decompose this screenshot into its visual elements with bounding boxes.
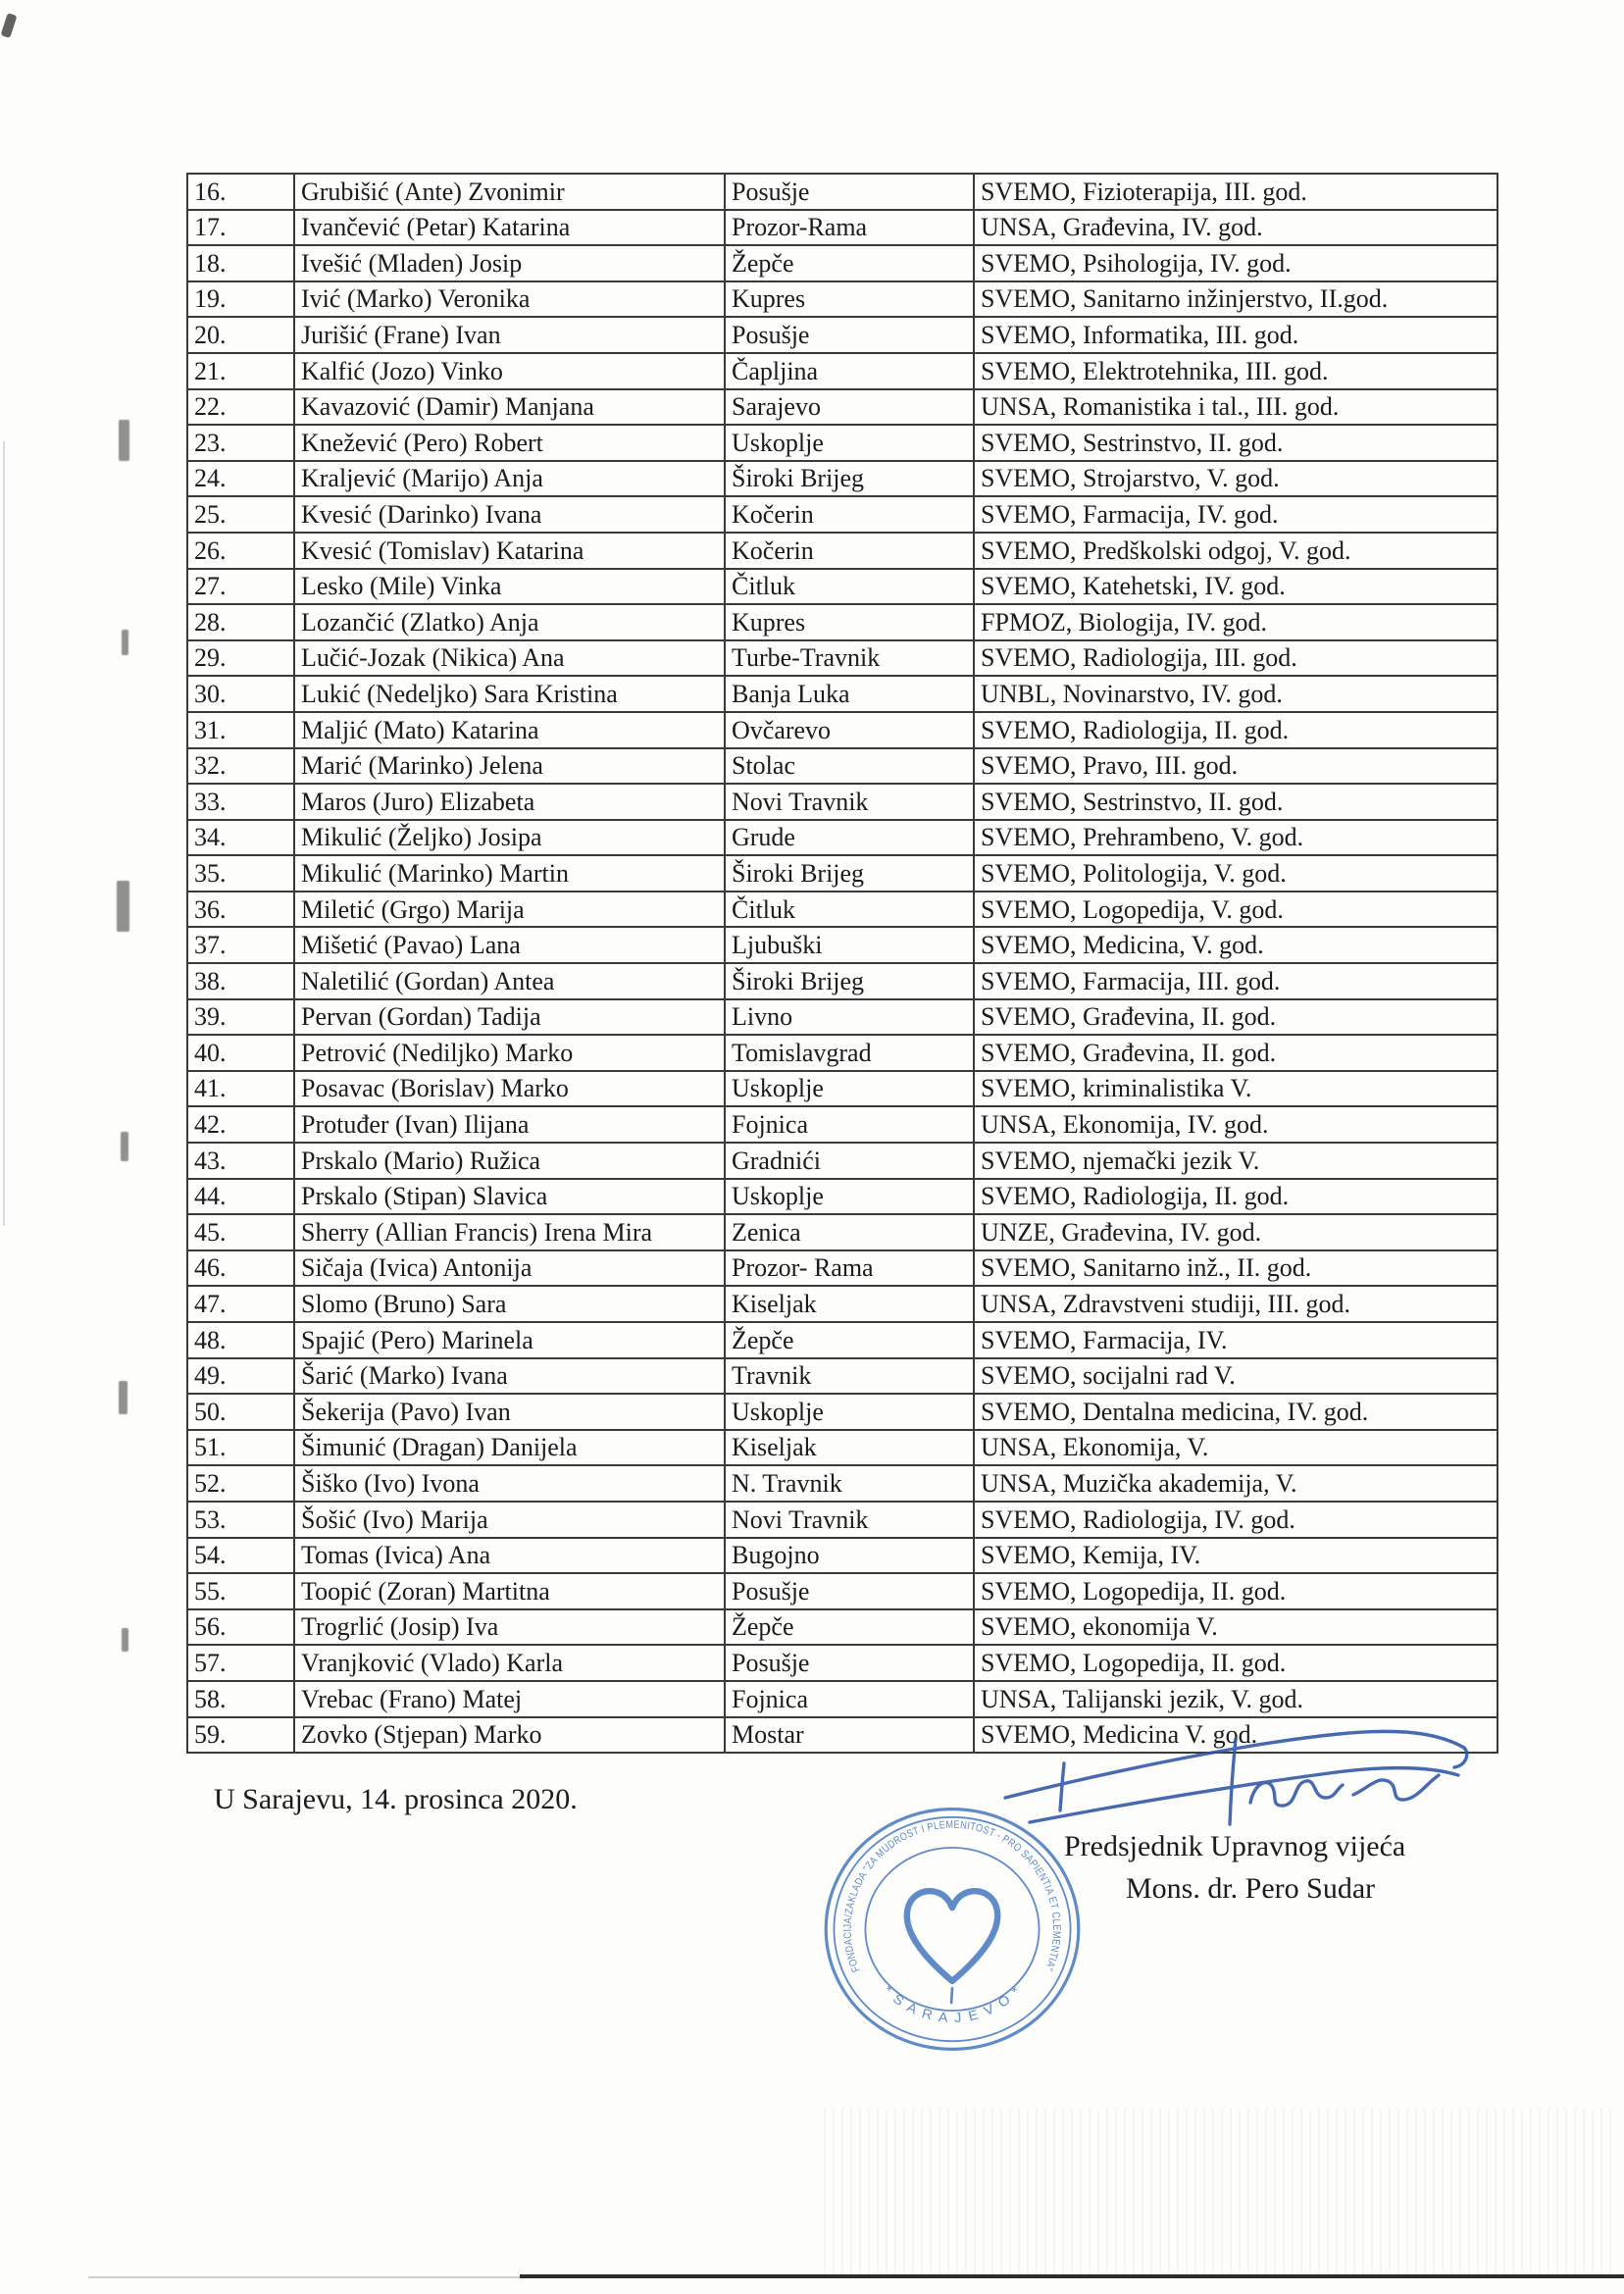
student-name: Zovko (Stjepan) Marko: [294, 1717, 725, 1754]
row-number: 28.: [187, 604, 294, 640]
institution-study: SVEMO, Farmacija, IV.: [974, 1322, 1497, 1358]
table-row: [187, 210, 1497, 246]
student-name: Trogrlić (Josip) Iva: [294, 1609, 725, 1646]
institution-study: UNZE, Građevina, IV. god.: [974, 1214, 1497, 1250]
student-name: Maros (Juro) Elizabeta: [294, 784, 725, 820]
place-of-origin: Uskoplje: [725, 1071, 974, 1107]
row-number: 33.: [187, 784, 294, 820]
stamp-ring-text: FONDACIJA/ZAKLADA "ZA MUDROST I PLEMENITOST - PRO SAPIENTIA ET CLEMENTIA": [841, 1818, 1063, 1974]
student-name: Knežević (Pero) Robert: [294, 425, 725, 461]
table-row: [187, 174, 1497, 210]
signer-name: Mons. dr. Pero Sudar: [1126, 1872, 1376, 1905]
student-name: Tomas (Ivica) Ana: [294, 1538, 725, 1574]
place-of-origin: Široki Brijeg: [725, 855, 974, 892]
row-number: 19.: [187, 281, 294, 318]
student-name: Lozančić (Zlatko) Anja: [294, 604, 725, 640]
table-row: [187, 1573, 1497, 1609]
place-of-origin: Banja Luka: [725, 676, 974, 712]
row-number: 40.: [187, 1035, 294, 1071]
place-of-origin: Kočerin: [725, 533, 974, 569]
row-number: 16.: [187, 174, 294, 210]
row-number: 34.: [187, 820, 294, 856]
place-of-origin: Kočerin: [725, 496, 974, 533]
table-row: [187, 640, 1497, 677]
row-number: 43.: [187, 1143, 294, 1179]
table-row: [187, 676, 1497, 712]
student-name: Kvesić (Darinko) Ivana: [294, 496, 725, 533]
row-number: 29.: [187, 640, 294, 677]
student-name: Šimunić (Dragan) Danijela: [294, 1430, 725, 1466]
table-row: [187, 461, 1497, 497]
place-of-origin: Novi Travnik: [725, 1502, 974, 1538]
row-number: 25.: [187, 496, 294, 533]
row-number: 20.: [187, 317, 294, 353]
student-name: Šošić (Ivo) Marija: [294, 1502, 725, 1538]
institution-study: SVEMO, Medicina, V. god.: [974, 927, 1497, 963]
student-name: Šarić (Marko) Ivana: [294, 1358, 725, 1395]
place-of-origin: Livno: [725, 999, 974, 1036]
table-row: [187, 317, 1497, 353]
institution-study: SVEMO, Dentalna medicina, IV. god.: [974, 1394, 1497, 1430]
place-of-origin: Prozor-Rama: [725, 210, 974, 246]
institution-study: SVEMO, Radiologija, IV. god.: [974, 1502, 1497, 1538]
institution-study: SVEMO, Građevina, II. god.: [974, 999, 1497, 1036]
place-of-origin: Turbe-Travnik: [725, 640, 974, 677]
institution-study: UNSA, Ekonomija, V.: [974, 1430, 1497, 1466]
row-number: 32.: [187, 748, 294, 785]
table-row: [187, 281, 1497, 318]
place-of-origin: Kupres: [725, 281, 974, 318]
place-of-origin: Posušje: [725, 174, 974, 210]
place-of-origin: Ovčarevo: [725, 712, 974, 748]
student-name: Ivešić (Mladen) Josip: [294, 245, 725, 281]
institution-study: SVEMO, Predškolski odgoj, V. god.: [974, 533, 1497, 569]
student-name: Vranjković (Vlado) Karla: [294, 1645, 725, 1681]
student-name: Lesko (Mile) Vinka: [294, 569, 725, 605]
student-name: Pervan (Gordan) Tadija: [294, 999, 725, 1036]
institution-study: SVEMO, ekonomija V.: [974, 1609, 1497, 1646]
institution-study: SVEMO, Elektrotehnika, III. god.: [974, 353, 1497, 389]
institution-study: SVEMO, Logopedija, II. god.: [974, 1573, 1497, 1609]
row-number: 22.: [187, 389, 294, 426]
student-name: Mikulić (Marinko) Martin: [294, 855, 725, 892]
table-row: [187, 999, 1497, 1036]
place-of-origin: Žepče: [725, 245, 974, 281]
row-number: 27.: [187, 569, 294, 605]
row-number: 59.: [187, 1717, 294, 1754]
institution-study: SVEMO, Politologija, V. god.: [974, 855, 1497, 892]
row-number: 21.: [187, 353, 294, 389]
table-row: [187, 1250, 1497, 1287]
scan-artifact-smudge: [121, 1132, 128, 1161]
institution-study: SVEMO, Sestrinstvo, II. god.: [974, 784, 1497, 820]
table-row: [187, 784, 1497, 820]
table-row: [187, 1645, 1497, 1681]
student-name: Petrović (Nediljko) Marko: [294, 1035, 725, 1071]
place-of-origin: Prozor- Rama: [725, 1250, 974, 1287]
student-name: Kvesić (Tomislav) Katarina: [294, 533, 725, 569]
institution-study: SVEMO, Logopedija, II. god.: [974, 1645, 1497, 1681]
place-of-origin: Bugojno: [725, 1538, 974, 1574]
row-number: 30.: [187, 676, 294, 712]
institution-study: UNSA, Građevina, IV. god.: [974, 210, 1497, 246]
table-row: [187, 1179, 1497, 1215]
institution-study: SVEMO, Farmacija, IV. god.: [974, 496, 1497, 533]
row-number: 57.: [187, 1645, 294, 1681]
scan-artifact-smudge: [117, 881, 129, 932]
place-of-origin: Ljubuški: [725, 927, 974, 963]
signer-title: Predsjednik Upravnog vijeća: [1064, 1830, 1406, 1862]
student-name: Lukić (Nedeljko) Sara Kristina: [294, 676, 725, 712]
row-number: 26.: [187, 533, 294, 569]
row-number: 42.: [187, 1106, 294, 1143]
table-row: [187, 1035, 1497, 1071]
institution-study: SVEMO, Sanitarno inžinjerstvo, II.god.: [974, 281, 1497, 318]
place-of-origin: Žepče: [725, 1322, 974, 1358]
student-name: Maljić (Mato) Katarina: [294, 712, 725, 748]
student-name: Toopić (Zoran) Martitna: [294, 1573, 725, 1609]
institution-study: SVEMO, Prehrambeno, V. god.: [974, 820, 1497, 856]
place-of-origin: Uskoplje: [725, 1394, 974, 1430]
place-of-origin: Posušje: [725, 317, 974, 353]
row-number: 58.: [187, 1681, 294, 1717]
row-number: 18.: [187, 245, 294, 281]
table-row: [187, 1609, 1497, 1646]
institution-study: SVEMO, kriminalistika V.: [974, 1071, 1497, 1107]
student-name: Sičaja (Ivica) Antonija: [294, 1250, 725, 1287]
table-row: [187, 496, 1497, 533]
institution-study: SVEMO, Kemija, IV.: [974, 1538, 1497, 1574]
row-number: 53.: [187, 1502, 294, 1538]
institution-study: SVEMO, Strojarstvo, V. god.: [974, 461, 1497, 497]
place-of-origin: Kupres: [725, 604, 974, 640]
institution-study: SVEMO, Logopedija, V. god.: [974, 892, 1497, 928]
place-of-origin: Kiseljak: [725, 1430, 974, 1466]
student-name: Ivančević (Petar) Katarina: [294, 210, 725, 246]
table-row: [187, 855, 1497, 892]
place-of-origin: Stolac: [725, 748, 974, 785]
place-of-origin: Uskoplje: [725, 1179, 974, 1215]
table-row: [187, 1465, 1497, 1502]
date-line: U Sarajevu, 14. prosinca 2020.: [214, 1783, 578, 1815]
row-number: 47.: [187, 1286, 294, 1322]
row-number: 23.: [187, 425, 294, 461]
table-row: [187, 1322, 1497, 1358]
row-number: 17.: [187, 210, 294, 246]
row-number: 31.: [187, 712, 294, 748]
student-name: Prskalo (Mario) Ružica: [294, 1143, 725, 1179]
table-row: [187, 569, 1497, 605]
row-number: 56.: [187, 1609, 294, 1646]
institution-study: UNSA, Ekonomija, IV. god.: [974, 1106, 1497, 1143]
row-number: 48.: [187, 1322, 294, 1358]
place-of-origin: Posušje: [725, 1573, 974, 1609]
place-of-origin: Sarajevo: [725, 389, 974, 426]
table-row: [187, 1286, 1497, 1322]
place-of-origin: Kiseljak: [725, 1286, 974, 1322]
student-name: Posavac (Borislav) Marko: [294, 1071, 725, 1107]
place-of-origin: N. Travnik: [725, 1465, 974, 1502]
row-number: 39.: [187, 999, 294, 1036]
institution-study: UNSA, Muzička akademija, V.: [974, 1465, 1497, 1502]
scan-artifact-smudge: [122, 1628, 128, 1652]
student-name: Mikulić (Željko) Josipa: [294, 820, 725, 856]
stamp-bottom-text: * S A R A J E V O *: [880, 1982, 1025, 2026]
place-of-origin: Čitluk: [725, 569, 974, 605]
student-name: Kavazović (Damir) Manjana: [294, 389, 725, 426]
table-row: [187, 963, 1497, 999]
table-row: [187, 1394, 1497, 1430]
place-of-origin: Fojnica: [725, 1681, 974, 1717]
institution-study: SVEMO, Sanitarno inž., II. god.: [974, 1250, 1497, 1287]
row-number: 45.: [187, 1214, 294, 1250]
institution-study: SVEMO, Farmacija, III. god.: [974, 963, 1497, 999]
scan-artifact-bottom-line: [520, 2274, 1624, 2278]
student-name: Mišetić (Pavao) Lana: [294, 927, 725, 963]
table-row: [187, 1214, 1497, 1250]
institution-study: SVEMO, Medicina V. god.: [974, 1717, 1497, 1754]
table-row: [187, 712, 1497, 748]
student-name: Marić (Marinko) Jelena: [294, 748, 725, 785]
place-of-origin: Uskoplje: [725, 425, 974, 461]
table-row: [187, 1071, 1497, 1107]
scan-artifact-speck: [1, 13, 18, 38]
table-row: [187, 1143, 1497, 1179]
student-name: Šekerija (Pavo) Ivan: [294, 1394, 725, 1430]
institution-study: UNSA, Zdravstveni studiji, III. god.: [974, 1286, 1497, 1322]
table-row: [187, 892, 1497, 928]
table-row: [187, 927, 1497, 963]
scan-artifact-smudge: [122, 630, 128, 655]
row-number: 36.: [187, 892, 294, 928]
row-number: 38.: [187, 963, 294, 999]
place-of-origin: Žepče: [725, 1609, 974, 1646]
table-row: [187, 389, 1497, 426]
row-number: 52.: [187, 1465, 294, 1502]
place-of-origin: Čapljina: [725, 353, 974, 389]
table-row: [187, 748, 1497, 785]
student-name: Sherry (Allian Francis) Irena Mira: [294, 1214, 725, 1250]
row-number: 49.: [187, 1358, 294, 1395]
table-row: [187, 1538, 1497, 1574]
scan-artifact-smudge: [119, 1381, 127, 1414]
institution-study: SVEMO, Pravo, III. god.: [974, 748, 1497, 785]
institution-study: SVEMO, Informatika, III. god.: [974, 317, 1497, 353]
row-number: 37.: [187, 927, 294, 963]
place-of-origin: Travnik: [725, 1358, 974, 1395]
place-of-origin: Fojnica: [725, 1106, 974, 1143]
place-of-origin: Zenica: [725, 1214, 974, 1250]
place-of-origin: Široki Brijeg: [725, 461, 974, 497]
row-number: 46.: [187, 1250, 294, 1287]
place-of-origin: Široki Brijeg: [725, 963, 974, 999]
student-name: Prskalo (Stipan) Slavica: [294, 1179, 725, 1215]
scholarship-table: [186, 173, 1498, 1754]
student-name: Šiško (Ivo) Ivona: [294, 1465, 725, 1502]
institution-study: SVEMO, njemački jezik V.: [974, 1143, 1497, 1179]
table-row: [187, 533, 1497, 569]
student-name: Ivić (Marko) Veronika: [294, 281, 725, 318]
scan-noise-band: [824, 2109, 1618, 2275]
place-of-origin: Tomislavgrad: [725, 1035, 974, 1071]
student-name: Kalfić (Jozo) Vinko: [294, 353, 725, 389]
table-row: [187, 1106, 1497, 1143]
row-number: 24.: [187, 461, 294, 497]
table-row: [187, 245, 1497, 281]
row-number: 44.: [187, 1179, 294, 1215]
student-name: Slomo (Bruno) Sara: [294, 1286, 725, 1322]
institution-study: FPMOZ, Biologija, IV. god.: [974, 604, 1497, 640]
institution-study: UNSA, Romanistika i tal., III. god.: [974, 389, 1497, 426]
student-name: Spajić (Pero) Marinela: [294, 1322, 725, 1358]
institution-study: SVEMO, Sestrinstvo, II. god.: [974, 425, 1497, 461]
student-name: Miletić (Grgo) Marija: [294, 892, 725, 928]
place-of-origin: Novi Travnik: [725, 784, 974, 820]
institution-study: UNBL, Novinarstvo, IV. god.: [974, 676, 1497, 712]
institution-study: UNSA, Talijanski jezik, V. god.: [974, 1681, 1497, 1717]
institution-study: SVEMO, Katehetski, IV. god.: [974, 569, 1497, 605]
table-row: [187, 1358, 1497, 1395]
institution-study: SVEMO, Građevina, II. god.: [974, 1035, 1497, 1071]
scan-artifact-bottom-line-faint: [88, 2276, 520, 2278]
table-row: [187, 820, 1497, 856]
institution-study: SVEMO, Radiologija, II. god.: [974, 712, 1497, 748]
scan-artifact-edge-line: [3, 441, 5, 1226]
student-name: Jurišić (Frane) Ivan: [294, 317, 725, 353]
institution-study: SVEMO, socijalni rad V.: [974, 1358, 1497, 1395]
table-row: [187, 1430, 1497, 1466]
place-of-origin: Čitluk: [725, 892, 974, 928]
table-row: [187, 353, 1497, 389]
row-number: 51.: [187, 1430, 294, 1466]
heart-icon: [907, 1891, 997, 1981]
student-name: Naletilić (Gordan) Antea: [294, 963, 725, 999]
student-name: Vrebac (Frano) Matej: [294, 1681, 725, 1717]
row-number: 50.: [187, 1394, 294, 1430]
scholarship-table-body: [187, 174, 1497, 1753]
student-name: Kraljević (Marijo) Anja: [294, 461, 725, 497]
table-row: [187, 604, 1497, 640]
institution-study: SVEMO, Psihologija, IV. god.: [974, 245, 1497, 281]
place-of-origin: Gradnići: [725, 1143, 974, 1179]
student-name: Lučić-Jozak (Nikica) Ana: [294, 640, 725, 677]
row-number: 41.: [187, 1071, 294, 1107]
student-name: Protuđer (Ivan) Ilijana: [294, 1106, 725, 1143]
table-row: [187, 425, 1497, 461]
table-row: [187, 1502, 1497, 1538]
student-name: Grubišić (Ante) Zvonimir: [294, 174, 725, 210]
place-of-origin: Grude: [725, 820, 974, 856]
place-of-origin: Mostar: [725, 1717, 974, 1754]
institution-study: SVEMO, Radiologija, II. god.: [974, 1179, 1497, 1215]
institution-study: SVEMO, Fizioterapija, III. god.: [974, 174, 1497, 210]
scan-artifact-smudge: [119, 420, 129, 461]
row-number: 54.: [187, 1538, 294, 1574]
place-of-origin: Posušje: [725, 1645, 974, 1681]
institution-study: SVEMO, Radiologija, III. god.: [974, 640, 1497, 677]
row-number: 35.: [187, 855, 294, 892]
row-number: 55.: [187, 1573, 294, 1609]
